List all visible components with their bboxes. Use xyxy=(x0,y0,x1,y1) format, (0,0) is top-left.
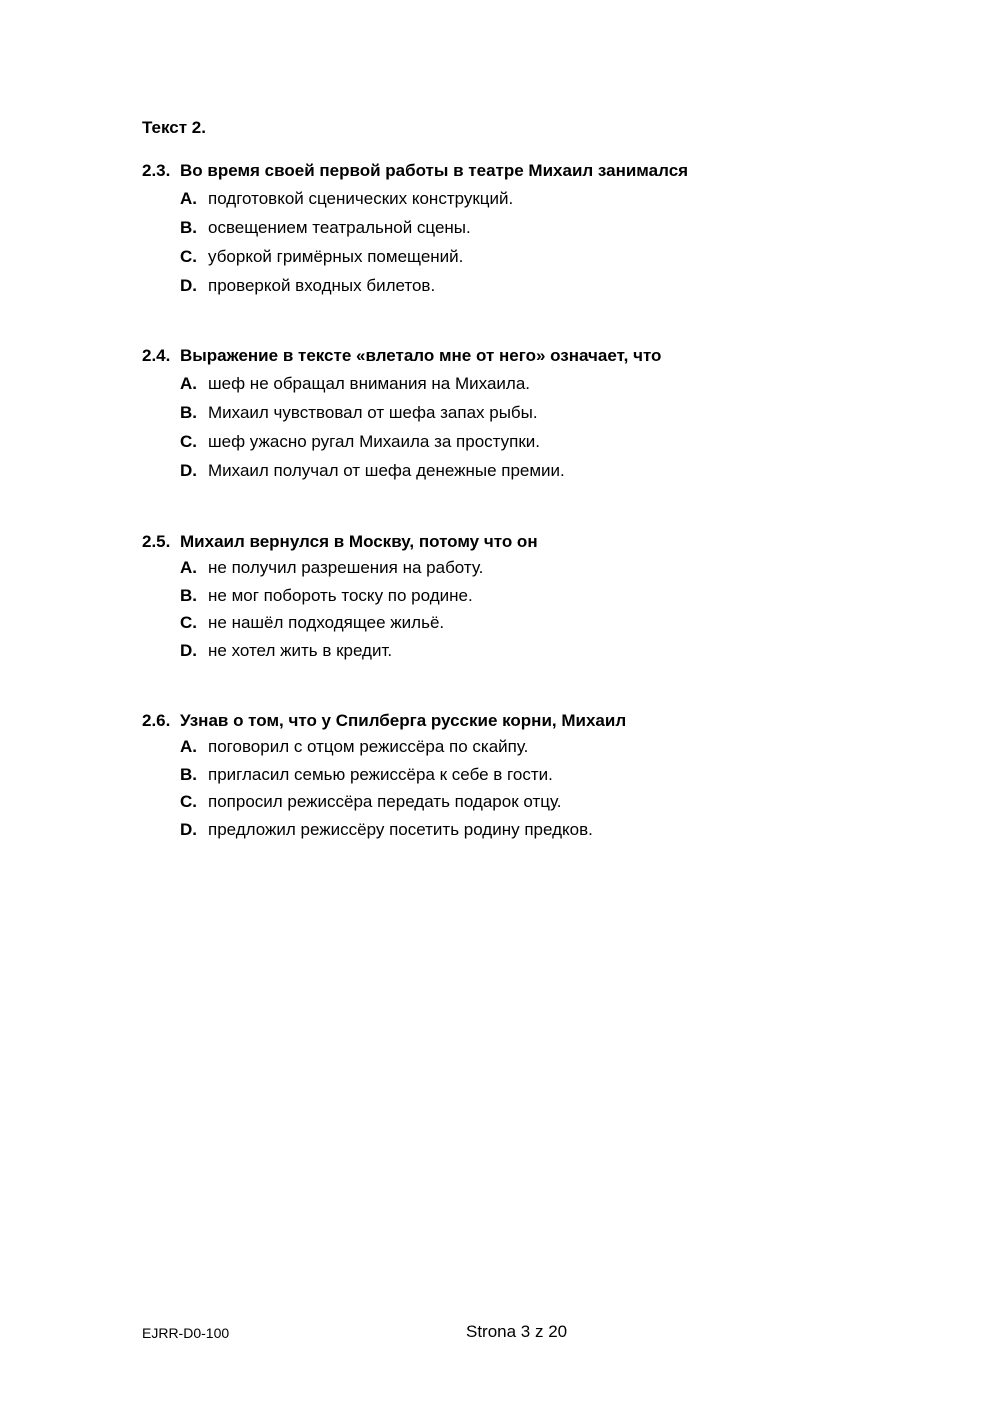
option-d xyxy=(142,460,942,482)
option-d xyxy=(142,275,942,297)
option-b xyxy=(142,402,942,424)
option-c xyxy=(142,431,942,453)
option-d xyxy=(142,819,942,841)
option-letter: D. xyxy=(180,276,197,295)
option-text: не получил разрешения на работу. xyxy=(208,558,484,577)
question-stem xyxy=(142,345,942,367)
option-text: Михаил получал от шефа денежные премии. xyxy=(208,461,565,480)
option-letter: D. xyxy=(180,819,197,839)
option-letter: C. xyxy=(180,432,197,451)
option-text: не мог побороть тоску по родине. xyxy=(208,585,473,605)
question-text: Узнав о том, что у Спилберга русские корни, Михаил xyxy=(180,711,627,730)
question-stem xyxy=(142,710,942,732)
option-b xyxy=(142,217,942,239)
option-a xyxy=(142,373,942,395)
option-b xyxy=(142,585,942,607)
option-text: предложил режиссёру посетить родину предков. xyxy=(208,819,593,839)
question-text: Выражение в тексте «влетало мне от него» означает, что xyxy=(180,346,662,365)
option-text: Михаил чувствовал от шефа запах рыбы. xyxy=(208,403,538,422)
question-number: 2.4. xyxy=(142,346,171,365)
option-b xyxy=(142,764,942,786)
option-text: подготовкой сценических конструкций. xyxy=(208,189,514,208)
question-stem xyxy=(142,160,942,182)
option-letter: C. xyxy=(180,247,197,266)
option-letter: C. xyxy=(180,613,197,632)
option-letter: A. xyxy=(180,737,197,756)
option-text: проверкой входных билетов. xyxy=(208,276,436,295)
option-letter: B. xyxy=(180,403,197,422)
exam-code: EJRR-D0-100 xyxy=(142,1325,230,1341)
option-text: поговорил с отцом режиссёра по скайпу. xyxy=(208,737,529,756)
option-c xyxy=(142,791,942,813)
option-letter: C. xyxy=(180,792,197,811)
option-text: освещением театральной сцены. xyxy=(208,218,471,237)
question-2-5 xyxy=(142,531,942,667)
question-stem xyxy=(142,531,942,553)
option-letter: A. xyxy=(180,558,197,577)
question-text: Михаил вернулся в Москву, потому что он xyxy=(180,532,538,551)
option-d xyxy=(142,640,942,662)
option-text: шеф ужасно ругал Михаила за проступки. xyxy=(208,432,541,451)
option-c xyxy=(142,612,942,634)
option-text: попросил режиссёра передать подарок отцу. xyxy=(208,792,562,811)
option-letter: B. xyxy=(180,764,197,784)
question-2-6 xyxy=(142,710,942,846)
option-text: уборкой гримёрных помещений. xyxy=(208,247,464,266)
option-letter: A. xyxy=(180,189,197,208)
option-text: шеф не обращал внимания на Михаила. xyxy=(208,374,531,393)
option-letter: B. xyxy=(180,585,197,605)
option-text: пригласил семью режиссёра к себе в гости. xyxy=(208,764,553,784)
question-number: 2.3. xyxy=(142,161,171,180)
option-text: не нашёл подходящее жильё. xyxy=(208,613,445,632)
question-text: Во время своей первой работы в театре Михаил занимался xyxy=(180,161,689,180)
page-number: Strona 3 z 20 xyxy=(466,1322,568,1341)
option-letter: A. xyxy=(180,374,197,393)
option-letter: B. xyxy=(180,218,197,237)
option-a xyxy=(142,736,942,758)
question-number: 2.6. xyxy=(142,711,171,730)
option-a xyxy=(142,188,942,210)
option-letter: D. xyxy=(180,461,197,480)
text-heading: Текст 2. xyxy=(142,118,206,137)
option-letter: D. xyxy=(180,640,197,660)
question-2-3 xyxy=(142,160,942,304)
question-2-4 xyxy=(142,345,942,489)
question-number: 2.5. xyxy=(142,532,171,551)
option-c xyxy=(142,246,942,268)
option-a xyxy=(142,557,942,579)
option-text: не хотел жить в кредит. xyxy=(208,640,393,660)
